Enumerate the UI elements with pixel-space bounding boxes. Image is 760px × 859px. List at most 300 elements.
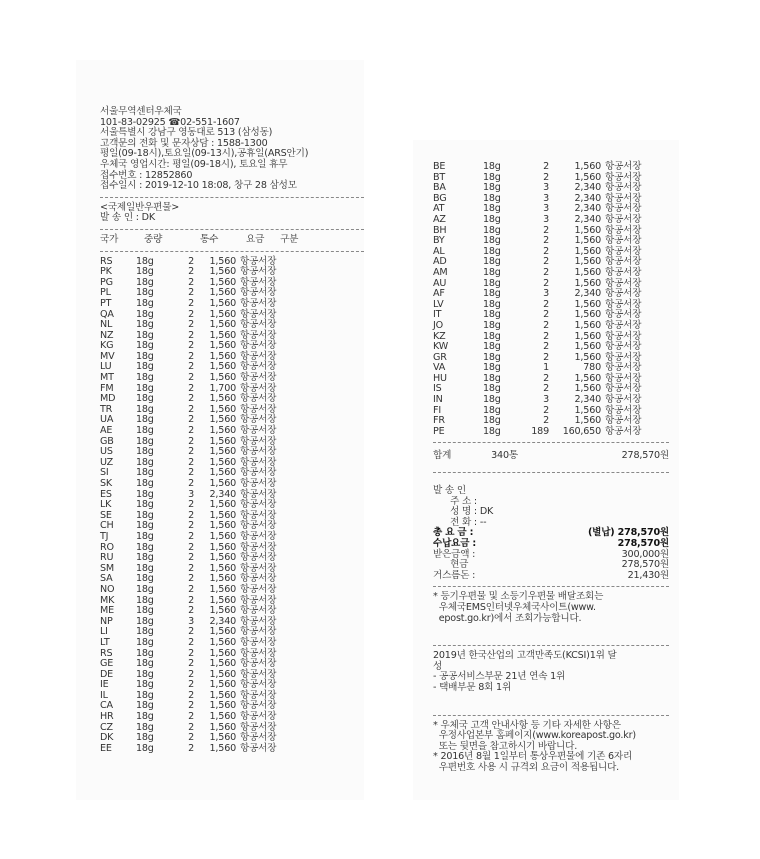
- divider: [433, 645, 669, 646]
- country-code: SA: [100, 573, 113, 585]
- mail-type: 항공서장: [240, 562, 277, 574]
- fee: 1,560: [574, 330, 601, 342]
- count: 2: [543, 319, 549, 331]
- mail-type: 항공서장: [240, 711, 277, 723]
- country-code: SK: [100, 478, 112, 489]
- fee: 1,560: [209, 636, 236, 648]
- weight: 18g: [136, 266, 154, 278]
- award-notice: [433, 651, 669, 693]
- mail-type: 항공서장: [240, 393, 277, 405]
- payment-value: (별납) 278,570원: [587, 527, 669, 539]
- country-code: CA: [100, 700, 113, 712]
- item-row: [433, 162, 669, 173]
- payment-value: 300,000원: [621, 548, 669, 560]
- mail-type: 항공서장: [240, 636, 277, 648]
- mail-type: 항공서장: [240, 372, 277, 384]
- mail-type: 항공서장: [240, 297, 277, 309]
- country-code: QA: [100, 308, 114, 320]
- count: 2: [188, 255, 194, 267]
- weight: 18g: [136, 350, 154, 362]
- weight: 18g: [136, 456, 154, 468]
- weight: 18g: [136, 530, 154, 542]
- mail-type: 항공서장: [240, 276, 277, 288]
- weight: 18g: [136, 403, 154, 415]
- mail-type: 항공서장: [240, 435, 277, 447]
- country-code: NO: [100, 583, 115, 595]
- country-code: IT: [433, 309, 442, 321]
- divider: [100, 251, 364, 252]
- fee: 1,560: [209, 647, 236, 659]
- country-code: SI: [100, 467, 109, 479]
- count: 2: [543, 256, 549, 268]
- fee: 1,560: [574, 235, 601, 247]
- fee: 1,560: [209, 679, 236, 691]
- fee: 1,560: [209, 626, 236, 638]
- column-fee: 요금: [246, 233, 265, 245]
- weight: 18g: [136, 647, 154, 659]
- mail-type: 항공서장: [240, 573, 277, 585]
- weight: 18g: [483, 394, 501, 406]
- weight: 18g: [136, 435, 154, 447]
- fee: 1,560: [209, 499, 236, 511]
- mail-type: 항공서장: [605, 319, 642, 331]
- weight: 18g: [136, 679, 154, 691]
- count: 2: [188, 732, 194, 744]
- country-code: BH: [433, 224, 447, 236]
- item-row: [100, 299, 364, 310]
- fee: 2,340: [574, 394, 601, 406]
- mail-type: 항공서장: [240, 467, 277, 479]
- weight: 18g: [136, 583, 154, 595]
- fee: 1,560: [209, 742, 236, 754]
- weight: 18g: [483, 404, 501, 416]
- sender-fields: [433, 497, 669, 529]
- country-code: MD: [100, 393, 116, 405]
- mail-type: 항공서장: [240, 541, 277, 553]
- fee: 780: [583, 362, 601, 374]
- item-row: [433, 268, 669, 279]
- mail-type: 항공서장: [240, 287, 277, 299]
- weight: 18g: [136, 361, 154, 373]
- fee: 1,560: [574, 341, 601, 353]
- receipt-datetime: 접수일시 : 2019-12-10 18:08, 창구 28 삼성모: [100, 180, 297, 192]
- count: 2: [543, 224, 549, 236]
- count: 2: [188, 562, 194, 574]
- weight: 18g: [483, 298, 501, 310]
- column-count: 통수: [200, 233, 219, 245]
- mail-type: 항공서장: [240, 732, 277, 744]
- weight: 18g: [483, 330, 501, 342]
- fee: 1,560: [209, 255, 236, 267]
- weight: 18g: [136, 276, 154, 288]
- count: 3: [543, 182, 549, 194]
- country-code: JO: [433, 319, 443, 331]
- mail-type: 항공서장: [605, 372, 642, 384]
- weight: 18g: [483, 383, 501, 395]
- mail-type: 항공서장: [240, 382, 277, 394]
- fee: 1,560: [574, 161, 601, 172]
- receipt-number: 접수번호 : 12852860: [100, 169, 193, 181]
- weight: 18g: [483, 425, 501, 437]
- count: 2: [543, 341, 549, 353]
- mail-type: 항공서장: [605, 404, 642, 416]
- fee: 1,560: [209, 711, 236, 723]
- fee: 1,560: [209, 509, 236, 521]
- mail-type: 항공서장: [605, 256, 642, 268]
- weight: 18g: [136, 721, 154, 733]
- divider: [100, 197, 364, 198]
- fee: 1,560: [209, 361, 236, 373]
- mail-type: 항공서장: [240, 689, 277, 701]
- fee: 1,560: [574, 415, 601, 427]
- weight: 18g: [136, 700, 154, 712]
- mail-type: 항공서장: [605, 362, 642, 374]
- country-code: MV: [100, 350, 115, 362]
- weight: 18g: [483, 415, 501, 427]
- count: 2: [188, 700, 194, 712]
- weight: 18g: [483, 309, 501, 321]
- fee: 1,560: [574, 372, 601, 384]
- fee: 1,560: [209, 425, 236, 437]
- item-row: [433, 321, 669, 332]
- count: 2: [188, 647, 194, 659]
- weight: 18g: [136, 573, 154, 585]
- fee: 1,560: [574, 309, 601, 321]
- notice-line: - 택배부문 8회 1위: [433, 681, 512, 693]
- weight: 18g: [136, 287, 154, 299]
- item-row: [100, 744, 364, 755]
- fee: 1,560: [574, 277, 601, 289]
- weight: 18g: [136, 732, 154, 744]
- country-code: AD: [433, 256, 447, 268]
- country-code: KW: [433, 341, 449, 353]
- item-row: [100, 638, 364, 649]
- mail-type: 항공서장: [240, 350, 277, 362]
- count: 2: [188, 297, 194, 309]
- country-code: AF: [433, 288, 445, 300]
- divider: [433, 586, 669, 587]
- count: 2: [188, 308, 194, 320]
- country-code: IS: [433, 383, 442, 395]
- country-code: SM: [100, 562, 114, 574]
- weight: 18g: [136, 382, 154, 394]
- count: 2: [188, 467, 194, 479]
- payment-summary: [433, 528, 669, 581]
- mail-type: 항공서장: [240, 509, 277, 521]
- fee: 1,560: [209, 287, 236, 299]
- mail-type: 항공서장: [605, 213, 642, 225]
- fee: 1,560: [209, 340, 236, 352]
- count: 2: [188, 435, 194, 447]
- country-code: TJ: [100, 530, 109, 542]
- receipt-right: [413, 140, 679, 800]
- field-label: 성 명 : DK: [433, 506, 494, 518]
- mail-type: 항공서장: [605, 383, 642, 395]
- divider: [433, 715, 669, 716]
- country-code: FM: [100, 382, 114, 394]
- mail-type: 항공서장: [605, 394, 642, 406]
- fee: 2,340: [574, 213, 601, 225]
- count: 2: [188, 541, 194, 553]
- count: 2: [543, 415, 549, 427]
- fee: 1,560: [574, 319, 601, 331]
- fee: 1,560: [209, 456, 236, 468]
- column-country: 국가: [100, 233, 119, 245]
- mail-type: 항공서장: [240, 520, 277, 532]
- weight: 18g: [483, 372, 501, 384]
- fee: 2,340: [209, 488, 236, 500]
- notice-customer: [433, 721, 669, 774]
- count: 3: [543, 288, 549, 300]
- weight: 18g: [136, 414, 154, 426]
- count: 2: [543, 171, 549, 183]
- notice-line: 우체국EMS인터넷우체국사이트(www.: [433, 601, 596, 613]
- country-code: SE: [100, 509, 112, 521]
- country-code: GE: [100, 658, 114, 670]
- sender-line: 발 송 인 : DK: [100, 212, 155, 224]
- country-code: RU: [100, 552, 114, 564]
- total-amount: 278,570원: [621, 450, 669, 462]
- weight: 18g: [483, 213, 501, 225]
- count: 2: [188, 478, 194, 489]
- count: 2: [543, 277, 549, 289]
- count: 2: [188, 520, 194, 532]
- count: 2: [188, 594, 194, 606]
- fee: 1,560: [209, 605, 236, 617]
- mail-type: 항공서장: [240, 319, 277, 331]
- fee: 2,340: [574, 203, 601, 215]
- country-code: MT: [100, 372, 114, 384]
- weight: 18g: [136, 742, 154, 754]
- count: 2: [188, 425, 194, 437]
- payment-value: 278,570원: [621, 559, 669, 571]
- count: 2: [188, 456, 194, 468]
- mail-type: 항공서장: [605, 182, 642, 194]
- mail-type: 항공서장: [605, 266, 642, 278]
- weight: 18g: [136, 340, 154, 352]
- notice-tracking: [433, 592, 669, 624]
- sender-title: 발 송 인: [433, 485, 466, 497]
- business-hours-line: 우체국 영업시간: 평일(09-18시), 토요일 휴무: [100, 158, 288, 170]
- receipt-header: [76, 60, 364, 754]
- country-code: PE: [433, 425, 445, 437]
- mail-type: 항공서장: [240, 488, 277, 500]
- country-code: ME: [100, 605, 114, 617]
- total-row: [433, 451, 669, 462]
- weight: 18g: [483, 288, 501, 300]
- country-code: NZ: [100, 329, 114, 341]
- count: 2: [188, 499, 194, 511]
- country-code: IN: [433, 394, 443, 406]
- mail-type: 항공서장: [605, 341, 642, 353]
- country-code: MK: [100, 594, 115, 606]
- count: 2: [188, 626, 194, 638]
- fee: 1,560: [209, 541, 236, 553]
- weight: 18g: [483, 362, 501, 374]
- count: 2: [543, 404, 549, 416]
- receipt-left: [76, 60, 364, 800]
- country-code: AZ: [433, 213, 446, 225]
- country-code: CZ: [100, 721, 113, 733]
- count: 2: [188, 350, 194, 362]
- country-code: PG: [100, 276, 113, 288]
- weight: 18g: [483, 171, 501, 183]
- fee: 1,560: [209, 403, 236, 415]
- weight: 18g: [136, 255, 154, 267]
- mail-type: 항공서장: [240, 456, 277, 468]
- count: 1: [543, 362, 549, 374]
- fee: 1,560: [574, 245, 601, 257]
- weight: 18g: [483, 235, 501, 247]
- count: 2: [188, 287, 194, 299]
- mail-type: 항공서장: [240, 626, 277, 638]
- item-row: [433, 215, 669, 226]
- mail-type: 항공서장: [240, 446, 277, 458]
- country-code: PL: [100, 287, 111, 299]
- notice-line: * 등기우편물 및 소등기우편물 배달조회는: [433, 591, 604, 603]
- count: 2: [188, 530, 194, 542]
- count: 2: [188, 266, 194, 278]
- country-code: TR: [100, 403, 113, 415]
- country-code: LT: [100, 636, 110, 648]
- weight: 18g: [136, 446, 154, 458]
- fee: 1,560: [574, 256, 601, 268]
- country-code: RS: [100, 255, 113, 267]
- count: 3: [543, 213, 549, 225]
- count: 2: [188, 605, 194, 617]
- fee: 2,340: [209, 615, 236, 627]
- fee: 1,560: [574, 351, 601, 363]
- country-code: AE: [100, 425, 113, 437]
- mail-type: 항공서장: [605, 415, 642, 427]
- count: 2: [188, 583, 194, 595]
- item-row: [100, 532, 364, 543]
- fee: 1,560: [574, 298, 601, 310]
- weight: 18g: [136, 541, 154, 553]
- country-code: PK: [100, 266, 112, 278]
- weight: 18g: [136, 605, 154, 617]
- country-code: FI: [433, 404, 441, 416]
- payment-label: 현금: [433, 559, 469, 571]
- weight: 18g: [483, 341, 501, 353]
- country-code: AL: [433, 245, 445, 257]
- count: 3: [188, 488, 194, 500]
- weight: 18g: [136, 520, 154, 532]
- payment-row: [433, 571, 669, 582]
- mail-type: 항공서장: [240, 308, 277, 320]
- country-code: DK: [100, 732, 114, 744]
- mail-type: 항공서장: [605, 235, 642, 247]
- country-code: PT: [100, 297, 112, 309]
- fee: 1,560: [209, 658, 236, 670]
- mail-type: 항공서장: [605, 245, 642, 257]
- count: 3: [543, 192, 549, 204]
- notice-line: - 공공서비스부문 21년 연속 1위: [433, 671, 566, 683]
- count: 2: [188, 711, 194, 723]
- fee: 1,560: [209, 350, 236, 362]
- weight: 18g: [136, 552, 154, 564]
- fee: 1,560: [209, 594, 236, 606]
- mail-type: 항공서장: [240, 668, 277, 680]
- mail-type: 항공서장: [240, 499, 277, 511]
- count: 3: [543, 394, 549, 406]
- notice-line: 우정사업본부 홈페이지(www.koreapost.go.kr): [433, 730, 636, 742]
- payment-label: 거스름돈 :: [433, 569, 476, 581]
- count: 2: [543, 245, 549, 257]
- count: 3: [188, 615, 194, 627]
- country-code: DE: [100, 668, 114, 680]
- fee: 1,560: [209, 446, 236, 458]
- notice-line: * 우체국 고객 안내사항 등 기타 자세한 사항은: [433, 719, 621, 731]
- weight: 18g: [136, 615, 154, 627]
- weight: 18g: [136, 425, 154, 437]
- fee: 1,560: [209, 520, 236, 532]
- mail-type: 항공서장: [605, 298, 642, 310]
- mail-type: 항공서장: [240, 340, 277, 352]
- divider: [433, 472, 669, 473]
- weight: 18g: [136, 689, 154, 701]
- item-row: [100, 479, 364, 490]
- country-code: IL: [100, 689, 108, 701]
- weight: 18g: [483, 224, 501, 236]
- country-code: RS: [100, 647, 113, 659]
- weight: 18g: [483, 256, 501, 268]
- country-code: CH: [100, 520, 114, 532]
- country-code: VA: [433, 362, 446, 374]
- mail-type: 항공서장: [605, 277, 642, 289]
- payment-label: 수납요금 :: [433, 538, 477, 549]
- mail-type: 항공서장: [240, 552, 277, 564]
- count: 2: [543, 161, 549, 172]
- fee: 1,560: [209, 478, 236, 489]
- notice-line: 우편번호 사용 시 규격외 요금이 적용됩니다.: [433, 761, 620, 773]
- weight: 18g: [136, 636, 154, 648]
- notice-line: epost.go.kr)에서 조회가능합니다.: [433, 612, 582, 624]
- weight: 18g: [136, 562, 154, 574]
- fee: 1,560: [209, 467, 236, 479]
- country-code: GR: [433, 351, 447, 363]
- fee: 1,560: [209, 308, 236, 320]
- mail-type: 항공서장: [240, 425, 277, 437]
- fee: 1,560: [209, 721, 236, 733]
- count: 2: [543, 351, 549, 363]
- fee: 1,560: [209, 276, 236, 288]
- mail-type: 항공서장: [605, 330, 642, 342]
- fee: 1,560: [209, 573, 236, 585]
- mail-type: 항공서장: [605, 161, 642, 172]
- weight: 18g: [136, 711, 154, 723]
- country-code: IE: [100, 679, 109, 691]
- country-code: LV: [433, 298, 444, 310]
- count: 2: [188, 361, 194, 373]
- mail-type: 항공서장: [240, 478, 277, 489]
- mail-type: 항공서장: [240, 647, 277, 659]
- fee: 1,560: [209, 668, 236, 680]
- country-code: ES: [100, 488, 112, 500]
- divider: [433, 442, 669, 443]
- count: 2: [188, 329, 194, 341]
- fee: 2,340: [574, 192, 601, 204]
- weight: 18g: [136, 668, 154, 680]
- contact-line: 고객문의 전화 및 문자상담 : 1588-1300: [100, 137, 268, 149]
- notice-line: 또는 뒷면을 참고하시기 바랍니다.: [433, 740, 578, 752]
- count: 2: [543, 235, 549, 247]
- count: 189: [531, 425, 549, 437]
- fee: 1,560: [209, 689, 236, 701]
- fee: 1,560: [574, 404, 601, 416]
- weight: 18g: [136, 626, 154, 638]
- country-code: FR: [433, 415, 445, 427]
